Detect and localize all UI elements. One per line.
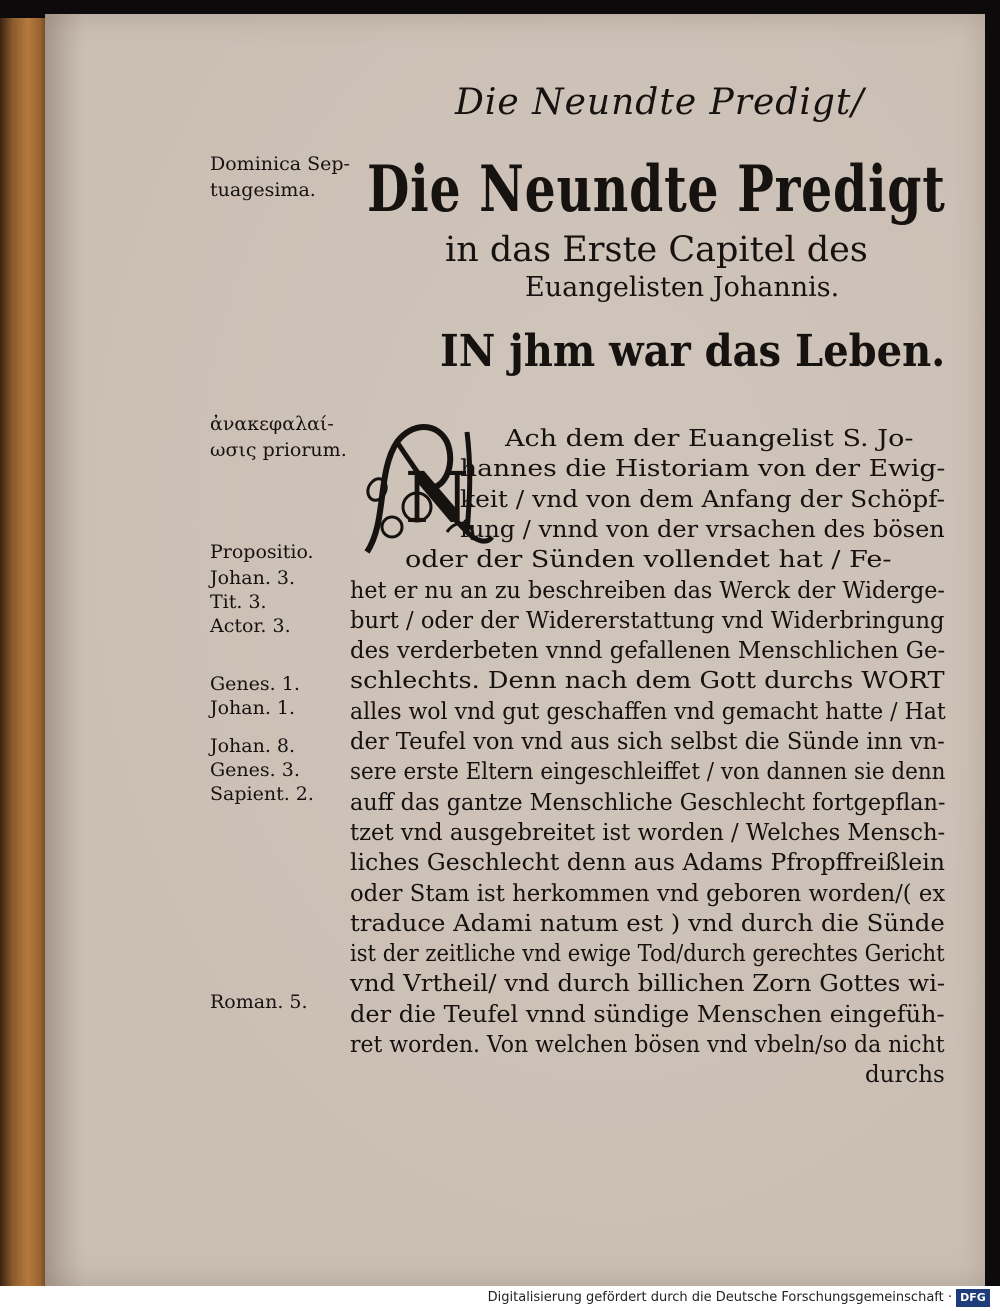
dfg-logo: DFG bbox=[956, 1289, 990, 1307]
margin-note: ἀνακεφαλαί- bbox=[210, 413, 334, 435]
margin-note: Actor. 3. bbox=[210, 615, 291, 637]
margin-note: Tit. 3. bbox=[210, 591, 267, 613]
sermon-subtitle-line-1: in das Erste Capitel des bbox=[445, 230, 868, 270]
body-line: hannes die Historiam von der Ewig- bbox=[460, 454, 946, 483]
body-line: vnd Vrtheil/ vnd durch billichen Zorn Gottes wi- bbox=[350, 969, 946, 998]
body-line: oder Stam ist herkommen vnd geboren worden/( ex bbox=[350, 878, 946, 907]
footer-credit: Digitalisierung gefördert durch die Deutsche Forschungsgemeinschaft · bbox=[487, 1290, 952, 1305]
body-line: der Teufel von vnd aus sich selbst die Sünde inn vn- bbox=[350, 727, 945, 755]
margin-note: tuagesima. bbox=[210, 179, 316, 201]
initial-letter: N bbox=[405, 456, 469, 539]
body-line: ist der zeitliche vnd ewige Tod/durch gerechtes Gericht bbox=[350, 939, 945, 968]
margin-note: Johan. 8. bbox=[210, 735, 296, 757]
body-line: keit / vnd von dem Anfang der Schöpf- bbox=[460, 484, 946, 513]
body-line: liches Geschlecht denn aus Adams Pfropffreißlein bbox=[350, 848, 945, 877]
margin-note: Dominica Sep- bbox=[210, 153, 350, 175]
book-page bbox=[45, 14, 985, 1286]
margin-note: Propositio. bbox=[210, 541, 314, 563]
scripture-heading: IN jhm war das Leben. bbox=[440, 326, 946, 377]
body-line: der die Teufel vnnd sündige Menschen eingefüh- bbox=[350, 999, 945, 1028]
body-line: het er nu an zu beschreiben das Werck der Widerge- bbox=[350, 575, 945, 604]
margin-note: Johan. 1. bbox=[210, 697, 296, 719]
body-line: ret worden. Von welchen bösen vnd vbeln/so da nicht bbox=[350, 1030, 945, 1058]
sermon-title: Die Neundte Predigt bbox=[367, 152, 946, 227]
body-line: auff das gantze Menschliche Geschlecht fortgepflan- bbox=[350, 787, 946, 816]
book-edge bbox=[0, 18, 50, 1286]
body-line: schlechts. Denn nach dem Gott durchs WORT bbox=[350, 666, 945, 695]
body-line: sere erste Eltern eingeschleiffet / von dannen sie denn bbox=[350, 757, 946, 786]
sermon-subtitle-line-2: Euangelisten Johannis. bbox=[525, 272, 840, 303]
margin-note: Genes. 1. bbox=[210, 673, 300, 695]
body-line: Ach dem der Euangelist S. Jo- bbox=[505, 424, 914, 452]
body-line: alles wol vnd gut geschaffen vnd gemacht hatte / Hat bbox=[350, 696, 946, 725]
margin-note: Genes. 3. bbox=[210, 759, 300, 781]
body-line: fung / vnnd von der vrsachen des bösen bbox=[460, 514, 945, 543]
body-line: durchs bbox=[865, 1060, 945, 1089]
footer-bar bbox=[0, 1286, 1000, 1311]
body-line: traduce Adami natum est ) vnd durch die Sünde bbox=[350, 908, 945, 937]
margin-note: ωσις priorum. bbox=[210, 439, 347, 461]
body-line: des verderbeten vnnd gefallenen Menschlichen Ge- bbox=[350, 636, 946, 665]
body-line: oder der Sünden vollendet hat / Fe- bbox=[405, 545, 892, 574]
body-line: burt / oder der Widererstattung vnd Widerbringung bbox=[350, 605, 945, 634]
margin-note: Sapient. 2. bbox=[210, 783, 314, 805]
body-line: tzet vnd ausgebreitet ist worden / Welches Mensch- bbox=[350, 817, 946, 846]
margin-note: Johan. 3. bbox=[210, 567, 296, 589]
running-head: Die Neundte Predigt/ bbox=[455, 82, 865, 123]
margin-note: Roman. 5. bbox=[210, 991, 308, 1013]
